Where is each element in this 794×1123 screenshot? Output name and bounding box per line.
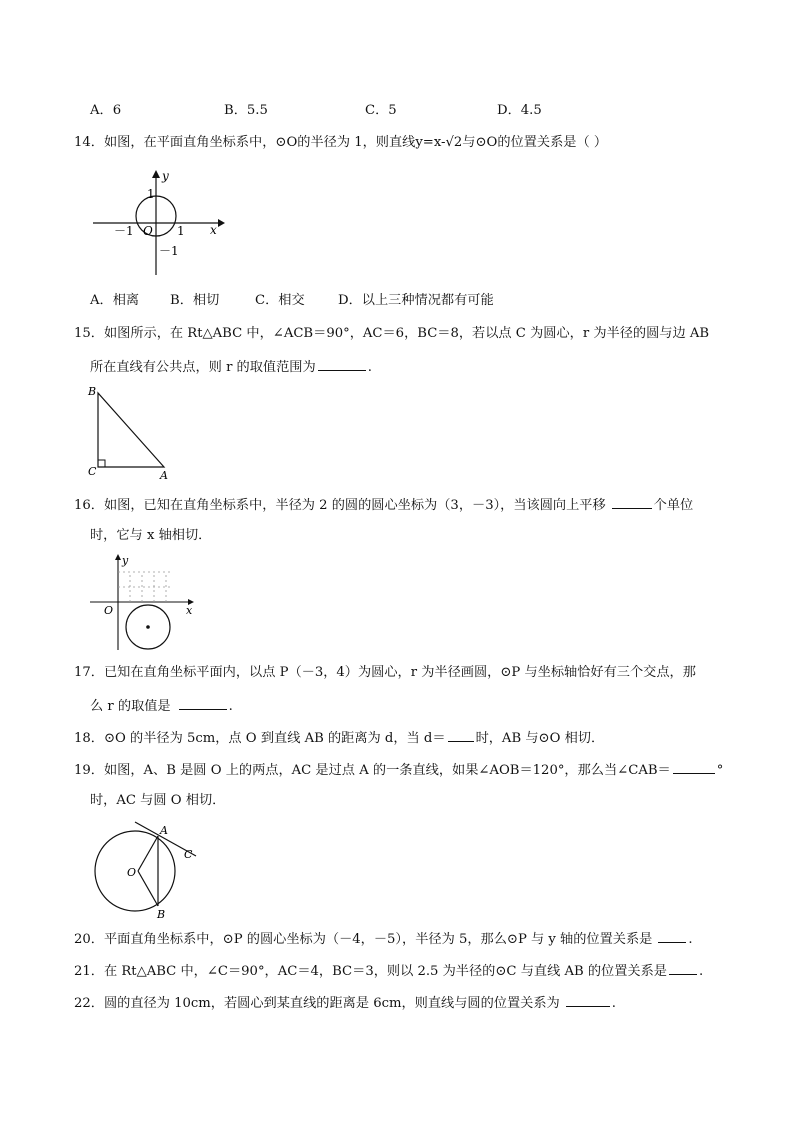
- q16-origin-label: O: [104, 604, 114, 617]
- q16-line1: [74, 495, 693, 515]
- q20-line: [74, 929, 693, 949]
- q18-line: [74, 728, 604, 748]
- q22-line: [74, 993, 616, 1013]
- q17-line2-text: 么 r 的取值是: [90, 699, 171, 714]
- q15-label-a: A: [160, 469, 168, 482]
- q22-answer-blank[interactable]: [566, 993, 610, 1007]
- q14-figure: [90, 168, 230, 278]
- q16-line1-end: 个单位: [653, 498, 694, 513]
- q14-stem: 14．如图，在平面直角坐标系中，⊙O的半径为 1，则直线y=x-√2与⊙O的位置关系是（ ）: [74, 135, 608, 150]
- q19-label-a: A: [160, 824, 168, 837]
- q14-x-arrow: [218, 219, 225, 227]
- q21-text: 21．在 Rt△ABC 中，∠C＝90°，AC＝4，BC＝3，则以 2.5 为半径的⊙C 与直线 AB 的位置关系是: [74, 964, 667, 979]
- q14-tick-right: 1: [177, 224, 185, 238]
- q14-x-label: x: [210, 223, 217, 237]
- q14-option-a: A．相离: [90, 293, 140, 308]
- q17-line2-end: .: [228, 699, 233, 714]
- q15-label-c: C: [88, 465, 97, 478]
- q19-segment-ob: [138, 871, 158, 906]
- q16-x-label: x: [186, 604, 193, 617]
- q19-label-b: B: [157, 908, 166, 921]
- q19-line1: [74, 760, 723, 780]
- q16-y-arrow: [115, 554, 121, 560]
- q19-answer-blank[interactable]: [673, 760, 715, 774]
- q19-figure: [88, 818, 218, 921]
- q21-answer-blank[interactable]: [669, 961, 697, 975]
- q19-label-o: O: [127, 866, 137, 879]
- q14-option-b: B．相切: [170, 293, 220, 308]
- q16-answer-blank[interactable]: [612, 495, 652, 509]
- q15-line2-text: 所在直线有公共点，则 r 的取值范围为: [90, 360, 316, 375]
- q22-text-end: .: [611, 996, 616, 1011]
- q21-line: [74, 961, 703, 981]
- q18-text-end: 时，AB 与⊙O 相切．: [475, 731, 605, 746]
- q19-line1-text: 19．如图，A、B 是圆 O 上的两点，AC 是过点 A 的一条直线，如果∠AOB＝120°，那么当∠CAB＝: [74, 763, 671, 778]
- q17-answer-blank[interactable]: [179, 696, 227, 710]
- q21-text-end: .: [699, 964, 704, 979]
- q16-line1-text: 16．如图，已知在直角坐标系中，半径为 2 的圆的圆心坐标为（3，－3），当该圆向上平移: [74, 498, 606, 513]
- q15-triangle: [98, 393, 164, 467]
- q13-option-b: B．5.5: [224, 103, 268, 118]
- q14-option-d: D．以上三种情况都有可能: [338, 293, 494, 308]
- q15-figure: [88, 383, 178, 483]
- q16-figure: [90, 552, 200, 652]
- q16-y-label: y: [122, 554, 129, 567]
- q19-label-c: C: [184, 848, 193, 861]
- q14-tick-left: －1: [114, 224, 134, 238]
- q14-tick-top: 1: [147, 187, 155, 201]
- q15-answer-blank[interactable]: [318, 357, 366, 371]
- q15-line1: 15．如图所示，在 Rt△ABC 中，∠ACB＝90°，AC＝6，BC＝8，若以点 C 为圆心，r 为半径的圆与边 AB: [74, 326, 710, 341]
- q20-text-end: .: [688, 932, 693, 947]
- q14-option-c: C．相交: [255, 293, 305, 308]
- q20-answer-blank[interactable]: [658, 929, 686, 943]
- q17-line2: [90, 696, 233, 716]
- q15-label-b: B: [88, 385, 97, 398]
- q18-text: 18．⊙O 的半径为 5cm，点 O 到直线 AB 的距离为 d，当 d＝: [74, 731, 446, 746]
- q14-y-label: y: [162, 169, 169, 183]
- q16-circle-center: [146, 625, 150, 629]
- q22-text: 22．圆的直径为 10cm，若圆心到某直线的距离是 6cm，则直线与圆的位置关系为: [74, 996, 560, 1011]
- q19-line1-end: °: [716, 763, 724, 778]
- q15-right-angle-mark: [98, 460, 105, 467]
- q17-line1: 17．已知在直角坐标平面内，以点 P（－3，4）为圆心，r 为半径画圆，⊙P 与坐标轴恰好有三个交点，那: [74, 665, 696, 680]
- q15-line2: [90, 357, 372, 377]
- q13-option-a: A．6: [90, 103, 122, 118]
- q13-option-d: D．4.5: [497, 103, 542, 118]
- q16-line2: 时，它与 x 轴相切．: [90, 528, 212, 543]
- q15-line2-end: .: [367, 360, 372, 375]
- q19-line2: 时，AC 与圆 O 相切．: [90, 793, 226, 808]
- q14-y-arrow: [152, 170, 160, 178]
- q14-tick-bottom: －1: [159, 244, 179, 258]
- q13-option-c: C．5: [365, 103, 397, 118]
- q19-segment-oa: [138, 836, 158, 871]
- q18-answer-blank[interactable]: [448, 728, 474, 742]
- q20-text: 20．平面直角坐标系中，⊙P 的圆心坐标为（－4，－5），半径为 5，那么⊙P 与 y 轴的位置关系是: [74, 932, 653, 947]
- q14-origin-label: O: [143, 224, 153, 238]
